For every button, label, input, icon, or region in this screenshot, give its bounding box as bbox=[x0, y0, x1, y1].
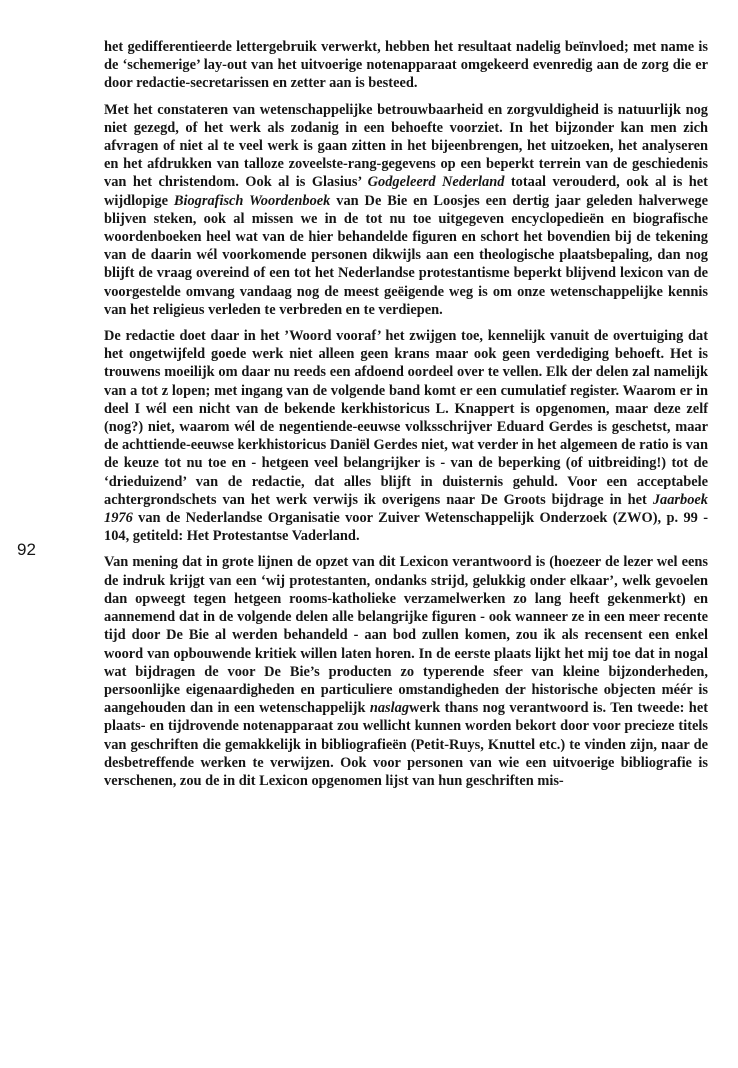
italic-title: Godgeleerd Nederland bbox=[367, 174, 505, 191]
text-run: het gedifferentieerde lettergebruik verwerkt, hebben het resultaat nadelig beïnvloed; met name is de ‘schemerige’ lay-out van het uitvoerige notenapparaat omgekeerd evenredig aan de zorg die er door redactie-secretarissen en zetter aan is besteed. bbox=[104, 39, 708, 92]
paragraph bbox=[104, 101, 708, 319]
italic-title: naslag bbox=[369, 700, 410, 717]
paragraph bbox=[104, 38, 708, 93]
italic-title: Jaarboek 1976 bbox=[104, 491, 708, 527]
text-run: De redactie doet daar in het ’Woord vooraf’ het zwijgen toe, kennelijk vanuit de overtuiging dat het ongetwijfeld goede werk niet alleen geen krans maar ook geen verdediging behoeft. Het is trouwens moeilijk om daar nu reeds een afdoend oordeel over te vellen. Elk der delen zal namelijk van a tot z lopen; met ingang van de volgende band komt er een cumulatief register. Waarom er in deel I wél een nicht van de bekende kerkhistoricus L. Knappert is opgenomen, maar deze zelf (nog?) niet, waarom wél de negentiende-eeuwse volksschrijver Eduard Gerdes is geschetst, maar de achttiende-eeuwse kerkhistoricus Daniël Gerdes niet, wat verder in het algemeen de ratio is van de keuze tot nu toe en - hetgeen veel belangrijker is - van de beperking (of uitbreiding!) tot de ‘drieduizend’ van de redactie, dat alles blijft in duisternis gehuld. Voor een acceptabele achtergrondschets van het werk verwijs ik overigens naar De Groots bijdrage in het bbox=[104, 328, 708, 508]
text-run: Van mening dat in grote lijnen de opzet van dit Lexicon verantwoord is (hoezeer de lezer wel eens de indruk krijgt van een ‘wij protestanten, ondanks strijd, gelukkig onder elkaar’, welk gevoelen dan opweegt tegen hetgeen rooms-katholieke verzamelwerken zo lang heeft gekenmerkt) en aannemend dat in de volgende delen alle belangrijke figuren - ook wanneer ze in een meer recente tijd door De Bie al werden behandeld - aan bod zullen komen, zou ik als recensent een enkel woord van opbouwende kritiek willen laten horen. In de eerste plaats lijkt het mij toe dat in nogal wat bijdragen de voor De Bie’s producten zo typerende sfeer van kleine bijzonderheden, persoonlijke eigenaardigheden en particuliere omstandigheden der historische objecten méér is aangehouden dan in een wetenschappelijk bbox=[104, 554, 708, 717]
text-run: van De Bie en Loosjes een dertig jaar geleden halverwege blijven steken, ook al missen we in de tot nu toe uitgegeven encyclopedieën en biografische woordenboeken heel wat van de hier behandelde figuren en schort het bovendien bij de tekening van de daarin wél voorkomende personen dikwijls aan een theologische plaatsbepaling, dan nog blijft de vraag overeind of een tot het Nederlandse protestantisme beperkt blijvend lexicon van de voorgestelde omvang vandaag nog de meest geëigende weg is om onze wetenschappelijke kennis van het religieus verleden te verbreden en te verdiepen. bbox=[104, 192, 709, 318]
text-run: Met het constateren van wetenschappelijke betrouwbaarheid en zorgvuldigheid is natuurlijk nog niet gezegd, of het werk als zodanig in een behoefte voorziet. In het bijzonder kan men zich afvragen of niet al te veel werk is gaan zitten in het bijeenbrengen, het uitzoeken, het analyseren en het afdrukken van talloze zoveelste-rang-gegevens op een beperkt terrein van de geschiedenis van het christendom. Ook al is Glasius’ bbox=[104, 101, 708, 191]
text-run: totaal verouderd, ook al is het wijdlopige bbox=[104, 174, 708, 209]
paragraph bbox=[104, 553, 708, 790]
text-run: werk thans nog verantwoord is. Ten tweede: het plaats- en tijdrovende notenapparaat zou wellicht kunnen worden bekort door voor precieze titels van geschriften die gemakkelijk in bibliografieën (Petit-Ruys, Knuttel etc.) te vinden zijn, naar de desbetreffende werken te verwijzen. Ook voor personen van wie een uitvoerige bibliografie is verschenen, zou de in dit Lexicon opgenomen lijst van hun geschriften mis- bbox=[104, 700, 708, 789]
body-text bbox=[104, 38, 708, 798]
text-run: van de Nederlandse Organisatie voor Zuiver Wetenschappelijk Onderzoek (ZWO), p. 99 - 104, getiteld: Het Protestantse Vaderland. bbox=[104, 510, 708, 545]
italic-title: Biografisch Woordenboek bbox=[173, 192, 331, 209]
page-number: 92 bbox=[17, 540, 36, 559]
paragraph bbox=[104, 327, 708, 545]
